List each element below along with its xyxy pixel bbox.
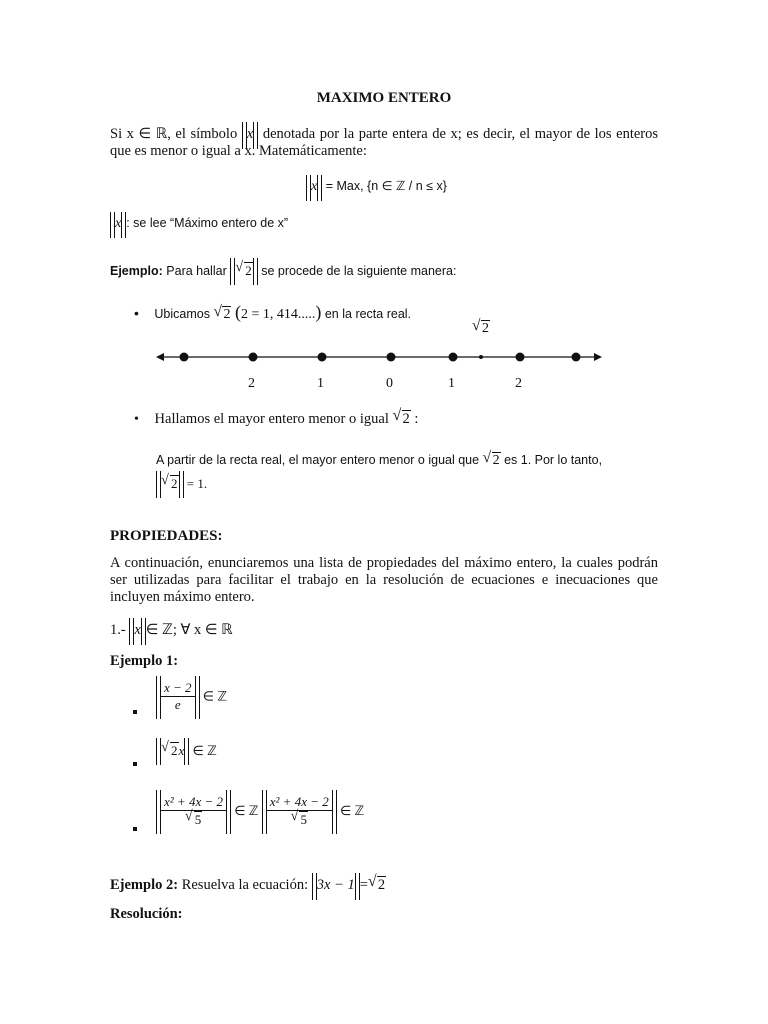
point-dot xyxy=(249,353,258,362)
tick-label: 0 xyxy=(386,376,393,391)
leq-symbol: ≤ xyxy=(426,179,434,193)
intro-text-1: Si x ∈ ℝ, el símbolo xyxy=(110,126,238,142)
page-title: MAXIMO ENTERO xyxy=(316,90,452,106)
step-1-text: Ubicamos xyxy=(154,307,210,321)
step-1-text-2: en la recta real. xyxy=(324,307,412,321)
conclusion-line: A partir de la recta real, el mayor entero menor o igual que √ 2 es 1. Por lo tanto, xyxy=(156,449,603,468)
bullet-square-icon xyxy=(133,762,137,766)
point-dot xyxy=(572,353,581,362)
sqrt2-dot xyxy=(479,355,483,359)
ejemplo-text-2: se procede de la siguiente manera: xyxy=(261,264,457,278)
ejemplo-line xyxy=(110,259,457,279)
ejemplo-1-item-3: x² + 4x − 2 √ 5 ∈ ℤ x² + 4x − 2 √ 5 ∈ ℤ xyxy=(156,794,364,828)
point-dot xyxy=(180,353,189,362)
step-2: • Hallamos el mayor entero menor o igual √ 2 : xyxy=(134,407,419,427)
point-dot xyxy=(516,353,525,362)
sqrt2-marker-label: √ 2 xyxy=(472,317,489,336)
ejemplo-1-item-2: √ 2x ∈ ℤ xyxy=(156,742,217,759)
sqrt-approximation: √ 2 (2 = 1, 414.....) xyxy=(213,302,322,322)
ejemplo-1-item-1: $\frac{x - 2}{e}$ ∈ ℤ xyxy=(156,680,227,713)
step-2-text: Hallamos el mayor entero menor o igual xyxy=(154,411,389,427)
tick-label: 2 xyxy=(515,376,522,391)
reading-line xyxy=(110,216,288,232)
ejemplo-1-label: Ejemplo 1: xyxy=(110,653,179,669)
floor-sqrt-expression: √ 2 xyxy=(230,262,258,279)
definition-text: = Max, {n ∈ ℤ / n xyxy=(325,179,423,193)
conclusion-text-1: A partir de la recta real, el mayor entero menor o igual que xyxy=(156,453,480,467)
resolucion-label: Resolución: xyxy=(110,906,183,922)
conclusion-result: √ 2 = 1. xyxy=(156,475,207,492)
tick-label: 1 xyxy=(448,376,455,391)
point-dot xyxy=(449,353,458,362)
number-line xyxy=(150,317,610,400)
conclusion-text-2: es 1. Por lo tanto, xyxy=(504,453,603,467)
floor-symbol: x xyxy=(306,179,322,195)
ejemplo-2-line: Ejemplo 2: Resuelva la ecuación: 3x − 1 = √ 2 xyxy=(110,873,386,893)
floor-symbol: x xyxy=(110,216,126,232)
bullet-square-icon xyxy=(133,710,137,714)
definition-end: x} xyxy=(436,179,447,193)
bullet-square-icon xyxy=(133,827,137,831)
propiedades-paragraph: A continuación, enunciaremos una lista de propiedades del máximo entero, la cuales podrán ser utilizadas para facilitar el trabajo en la resolución de ecuaciones e inecuaciones que incluyen máximo entero. xyxy=(110,555,658,605)
ejemplo-label: Ejemplo: xyxy=(110,264,163,278)
number-line-graphic xyxy=(150,317,610,400)
property-1: 1.- x ∈ ℤ; ∀ x ∈ ℝ xyxy=(110,622,233,638)
arrow-right-icon xyxy=(594,353,602,361)
arrow-left-icon xyxy=(156,353,164,361)
propiedades-heading: PROPIEDADES: xyxy=(110,528,223,544)
tick-label: 2 xyxy=(248,376,255,391)
tick-label: 1 xyxy=(317,376,324,391)
definition-formula xyxy=(306,178,447,195)
bullet-icon: • xyxy=(134,412,139,427)
floor-symbol: x xyxy=(129,622,145,639)
floor-symbol: x xyxy=(242,126,258,143)
intro-paragraph xyxy=(110,126,658,160)
intro-text-2: denotada por la parte entera de x; es decir, el mayor de los enteros que es menor o igual a x. Matemáticamente: xyxy=(110,126,659,159)
reading-text: : se lee “Máximo entero de x” xyxy=(126,216,289,230)
point-dot xyxy=(387,353,396,362)
point-dot xyxy=(318,353,327,362)
ejemplo-text-1: Para hallar xyxy=(166,264,227,278)
bullet-icon: • xyxy=(134,305,139,321)
